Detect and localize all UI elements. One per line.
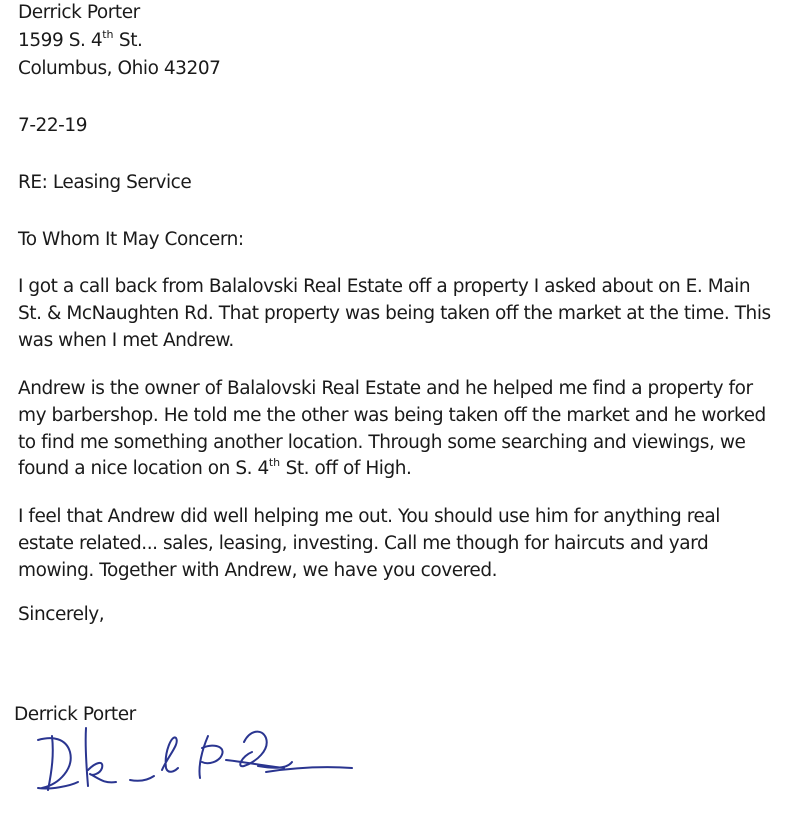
ordinal-suffix: th (102, 28, 114, 41)
paragraph-1-line-3: was when I met Andrew. (18, 330, 234, 351)
paragraph-3-line-2: estate related... sales, leasing, investing. Call me though for haircuts and yard (18, 533, 709, 554)
letter-date: 7-22-19 (18, 115, 88, 136)
paragraph-2-line-2: my barbershop. He told me the other was being taken off the market and he worked (18, 405, 766, 426)
subject-line: RE: Leasing Service (18, 172, 192, 193)
closing: Sincerely, (18, 604, 105, 625)
paragraph-2-line-4-end: St. off of High. (280, 458, 412, 479)
paragraph-3-line-1: I feel that Andrew did well helping me out. You should use him for anything real (18, 506, 720, 527)
ordinal-suffix: th (268, 456, 281, 469)
paragraph-2-line-4 (18, 457, 411, 483)
paragraph-1-line-2: St. & McNaughten Rd. That property was being taken off the market at the time. This (18, 303, 771, 324)
paragraph-1-line-1: I got a call back from Balalovski Real Estate off a property I asked about on E. Main (18, 276, 751, 297)
paragraph-2-line-3: to find me something another location. Through some searching and viewings, we (18, 432, 746, 453)
sender-address (18, 29, 142, 55)
paragraph-3-line-3: mowing. Together with Andrew, we have you covered. (18, 560, 498, 581)
sender-address-street: St. (113, 30, 143, 51)
sender-name: Derrick Porter (18, 2, 140, 23)
sender-city-state-zip: Columbus, Ohio 43207 (18, 58, 221, 79)
paragraph-2-line-4-start: found a nice location on S. 4 (18, 458, 269, 479)
paragraph-2-line-1: Andrew is the owner of Balalovski Real Estate and he helped me find a property for (18, 378, 753, 399)
sender-address-number: 1599 S. 4 (18, 30, 103, 51)
salutation: To Whom It May Concern: (18, 229, 244, 250)
signer-name: Derrick Porter (14, 704, 136, 725)
handwritten-signature (30, 722, 360, 822)
